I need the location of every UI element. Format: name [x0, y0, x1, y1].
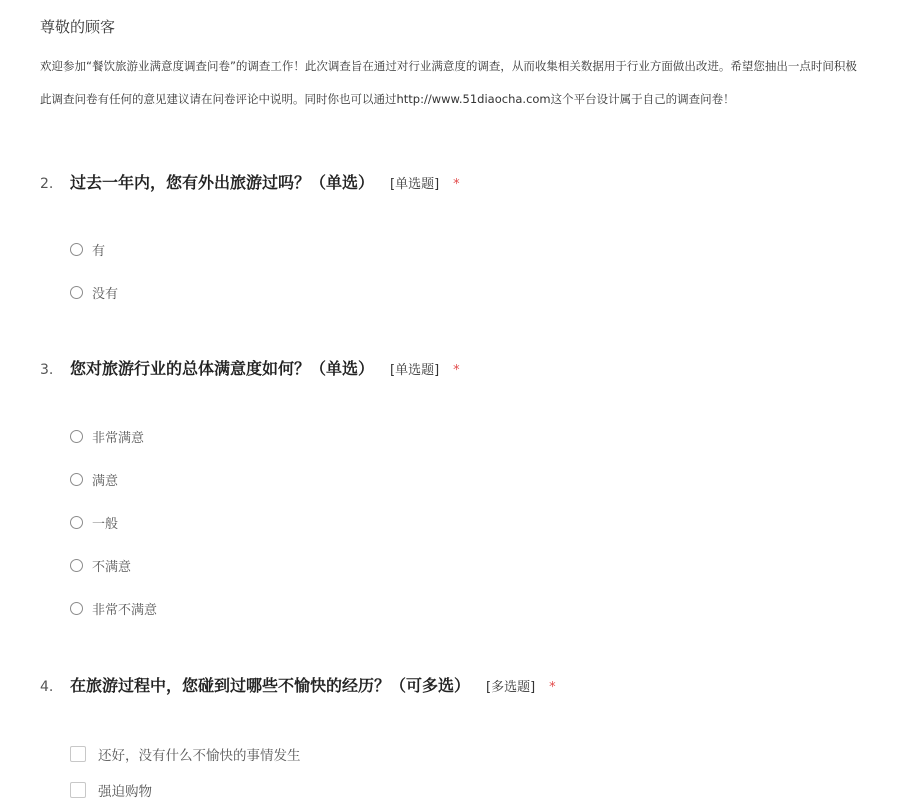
- option-q3-dissatisfied[interactable]: [70, 556, 131, 574]
- option-label: 非常不满意: [92, 602, 158, 618]
- question-title: 过去一年内，您有外出旅游过吗？（单选）: [70, 173, 375, 192]
- option-q2-no[interactable]: [70, 283, 118, 301]
- intro-text-line-1: 欢迎参加“餐饮旅游业满意度调查问卷”的调查工作！此次调查旨在通过对行业满意度的调查，从而收集相关数据用于行业方面做出改进。希望您抽出一点时间积极: [40, 59, 857, 73]
- checkbox[interactable]: [70, 782, 86, 798]
- question-3-header: [40, 356, 460, 379]
- radio-button[interactable]: [70, 473, 83, 486]
- question-title: 在旅游过程中，您碰到过哪些不愉快的经历？（可多选）: [70, 676, 471, 695]
- option-q3-neutral[interactable]: [70, 513, 118, 531]
- option-label: 还好，没有什么不愉快的事情发生: [98, 748, 301, 764]
- required-mark: *: [549, 680, 556, 695]
- option-q2-yes[interactable]: [70, 240, 105, 258]
- option-q3-very-dissatisfied[interactable]: [70, 599, 157, 617]
- radio-button[interactable]: [70, 602, 83, 615]
- option-label: 强迫购物: [98, 784, 152, 800]
- radio-button[interactable]: [70, 430, 83, 443]
- radio-button[interactable]: [70, 243, 83, 256]
- option-label: 不满意: [92, 559, 132, 575]
- question-type-label: [单选题]: [390, 177, 440, 192]
- option-q4-forced-shopping[interactable]: [70, 781, 152, 799]
- question-4-header: [40, 673, 556, 696]
- question-title: 您对旅游行业的总体满意度如何？（单选）: [70, 359, 375, 378]
- option-label: 有: [92, 243, 106, 259]
- question-number: 2.: [40, 176, 54, 192]
- question-type-label: [多选题]: [486, 680, 536, 695]
- option-q3-satisfied[interactable]: [70, 470, 118, 488]
- greeting-title: 尊敬的顾客: [40, 18, 116, 36]
- option-q4-none[interactable]: [70, 745, 301, 763]
- option-label: 满意: [92, 473, 119, 489]
- option-label: 没有: [92, 286, 119, 302]
- required-mark: *: [453, 177, 460, 192]
- radio-button[interactable]: [70, 516, 83, 529]
- option-label: 一般: [92, 516, 119, 532]
- radio-button[interactable]: [70, 286, 83, 299]
- question-2-header: [40, 170, 460, 193]
- radio-button[interactable]: [70, 559, 83, 572]
- checkbox[interactable]: [70, 746, 86, 762]
- question-number: 3.: [40, 362, 54, 378]
- question-number: 4.: [40, 679, 54, 695]
- question-type-label: [单选题]: [390, 363, 440, 378]
- option-label: 非常满意: [92, 430, 145, 446]
- option-q3-very-satisfied[interactable]: [70, 427, 144, 445]
- required-mark: *: [453, 363, 460, 378]
- intro-text-line-2: 此调查问卷有任何的意见建议请在问卷评论中说明。同时你也可以通过http://www.51diaocha.com这个平台设计属于自己的调查问卷！: [40, 92, 735, 106]
